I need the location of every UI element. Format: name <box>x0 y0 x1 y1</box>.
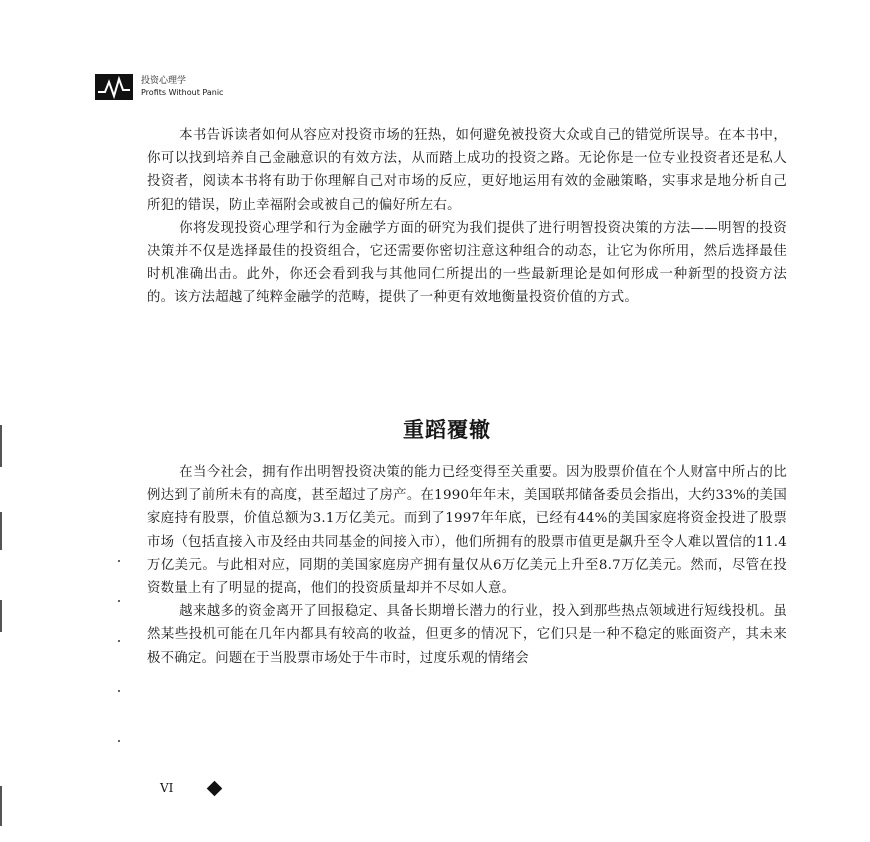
scan-margin-mark <box>0 512 2 550</box>
page-footer <box>160 781 220 795</box>
chart-line-icon <box>95 74 133 100</box>
scan-margin-mark <box>0 600 2 632</box>
header-title-en: Profits Without Panic <box>141 88 224 97</box>
scan-margin-dot <box>118 560 120 562</box>
page-number: VI <box>160 781 174 795</box>
section-text <box>147 461 787 670</box>
diamond-icon <box>207 780 223 796</box>
scan-margin-dot <box>118 690 120 692</box>
paragraph: 越来越多的资金离开了回报稳定、具备长期增长潜力的行业，投入到那些热点领域进行短线投机。虽然某些投机可能在几年内都具有较高的收益，但更多的情况下，它们只是一种不稳定的账面资产，其未来极不确定。问题在于当股票市场处于牛市时，过度乐观的情绪会 <box>147 604 787 666</box>
scan-margin-mark <box>0 786 2 826</box>
scan-margin-dot <box>118 740 120 742</box>
running-header <box>95 74 223 100</box>
scan-margin-mark <box>0 425 2 467</box>
header-title <box>141 76 223 98</box>
section-heading: 重蹈覆辙 <box>403 418 491 442</box>
scan-margin-dot <box>118 600 120 602</box>
paragraph: 你将发现投资心理学和行为金融学方面的研究为我们提供了进行明智投资决策的方法——明智的投资决策并不仅是选择最佳的投资组合，它还需要你密切注意这种组合的动态，让它为你所用，然后选择最佳时机准确出击。此外，你还会看到我与其他同仁所提出的一些最新理论是如何形成一种新型的投资方法的。该方法超越了纯粹金融学的范畴，提供了一种更有效地衡量投资价值的方式。 <box>147 220 787 306</box>
scan-margin-dot <box>118 640 120 642</box>
paragraph: 本书告诉读者如何从容应对投资市场的狂热，如何避免被投资大众或自己的错觉所误导。在本书中，你可以找到培养自己金融意识的有效方法，从而踏上成功的投资之路。无论你是一位专业投资者还是私人投资者，阅读本书将有助于你理解自己对市场的反应，更好地运用有效的金融策略，实事求是地分析自己所犯的错误，防止幸福附会或被自己的偏好所左右。 <box>147 128 787 213</box>
header-title-cn: 投资心理学 <box>141 76 187 86</box>
paragraph: 在当今社会，拥有作出明智投资决策的能力已经变得至关重要。因为股票价值在个人财富中所占的比例达到了前所未有的高度，甚至超过了房产。在1990年年末，美国联邦储备委员会指出，大约33%的美国家庭持有股票，价值总额为3.1万亿美元。而到了1997年年底，已经有44%的美国家庭将资金投进了股票市场（包括直接入市及经由共同基金的间接入市），他们所拥有的股票市值更是飙升至令人难以置信的11.4万亿美元。与此相对应，同期的美国家庭房产拥有量仅从6万亿美元上升至8.7万亿美元。然而，尽管在投资数量上有了明显的提高，他们的投资质量却并不尽如人意。 <box>147 465 787 597</box>
intro-text <box>147 124 787 310</box>
